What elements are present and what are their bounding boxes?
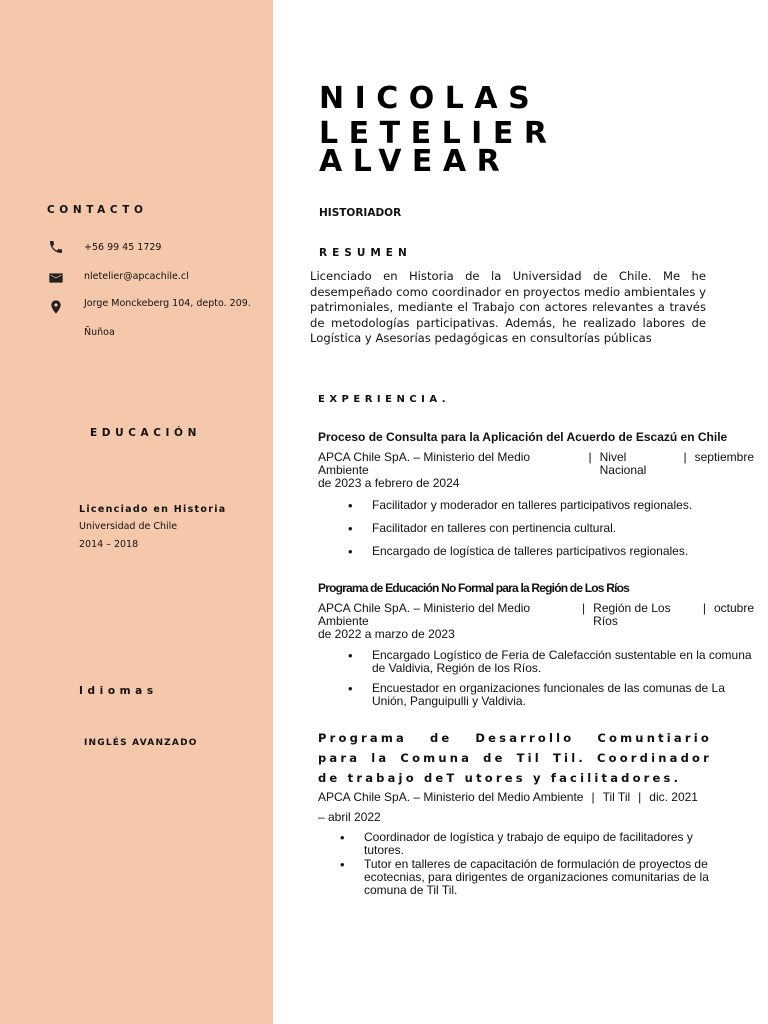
job-meta: APCA Chile SpA. – Ministerio del Medio Ambiente | Nivel Nacional | septiembre de 2023 a febrero de 2024 xyxy=(318,450,754,490)
list-item: • Tutor en talleres de capacitación de formulación de proyectos de ecotecnias, para dirigentes de organizaciones comunitarias de la comuna de Til Til. xyxy=(318,858,712,897)
languages-heading: Idiomas xyxy=(79,685,158,697)
list-item: • Encuestador en organizaciones funcionales de las comunas de La Unión, Panguipulli y Valdivia. xyxy=(318,682,754,708)
role-title: HISTORIADOR xyxy=(319,207,402,219)
education-years: 2014 – 2018 xyxy=(79,539,139,550)
contact-email: nletelier@apcachile.cl xyxy=(84,271,189,282)
experience-heading: EXPERIENCIA. xyxy=(318,394,451,405)
job-title: Programa de Desarrollo Comuntiario para la Comuna de Til Til. Coordinador de trabajo deT utores y facilitadores. xyxy=(318,731,712,785)
job-entry xyxy=(318,430,754,558)
job-entry xyxy=(318,581,754,708)
contact-heading: CONTACTO xyxy=(47,204,148,216)
contact-address-line1: Jorge Monckeberg 104, depto. 209. xyxy=(84,298,251,309)
job-period-end: – abril 2022 xyxy=(318,810,381,824)
job-period-end: de 2023 a febrero de 2024 xyxy=(318,476,460,490)
education-heading: EDUCACIÓN xyxy=(90,427,201,439)
education-institution: Universidad de Chile xyxy=(79,521,178,532)
name-line2: ALVEAR xyxy=(319,144,511,179)
job-org: APCA Chile SpA. – Ministerio del Medio Ambiente xyxy=(318,790,584,804)
job-meta: APCA Chile SpA. – Ministerio del Medio Ambiente | Región de Los Ríos | octubre de 2022 a marzo de 2023 xyxy=(318,601,754,641)
list-item: • Encargado Logístico de Feria de Calefacción sustentable en la comuna de Valdivia, Región de los Ríos. xyxy=(318,649,754,675)
list-item: • Coordinador de logística y trabajo de equipo de facilitadores y tutores. xyxy=(318,831,712,857)
language-item: INGLÉS AVANZADO xyxy=(84,738,198,748)
location-pin-icon xyxy=(48,299,64,315)
list-item: • Encargado de logística de talleres participativos regionales. xyxy=(318,545,754,558)
job-period-end: de 2022 a marzo de 2023 xyxy=(318,627,455,641)
job-period-start: octubre xyxy=(713,601,754,615)
job-title: Programa de Educación No Formal para la Región de Los Ríos xyxy=(318,581,630,595)
contact-phone: +56 99 45 1729 xyxy=(84,242,162,253)
job-period-start: septiembre xyxy=(694,450,754,464)
name-line1: NICOLAS LETELIER xyxy=(319,81,558,151)
job-org: APCA Chile SpA. – Ministerio del Medio Ambiente xyxy=(318,450,531,477)
job-entry xyxy=(318,728,712,897)
job-org: APCA Chile SpA. – Ministerio del Medio Ambiente xyxy=(318,601,531,628)
job-title: Proceso de Consulta para la Aplicación del Acuerdo de Escazú en Chile xyxy=(318,430,728,444)
job-scope: Nivel Nacional xyxy=(599,450,647,477)
education-degree: Licenciado en Historia xyxy=(79,504,227,515)
job-meta: APCA Chile SpA. – Ministerio del Medio Ambiente | Til Til | dic. 2021 – abril 2022 xyxy=(318,791,712,824)
list-item: • Facilitador en talleres con pertinencia cultural. xyxy=(318,522,754,535)
summary-text: Licenciado en Historia de la Universidad de Chile. Me he desempeñado como coordinador en proyectos medio ambientales y patrimoniales, mediante el Trabajo con actores relevantes a través de metodologías participativas. Además, he realizado labores de Logística y Asesorías pedagógicas en consultorías públicas xyxy=(310,269,706,345)
phone-icon xyxy=(48,239,64,255)
list-item: • Facilitador y moderador en talleres participativos regionales. xyxy=(318,499,754,512)
summary-heading: RESUMEN xyxy=(319,247,412,259)
email-icon xyxy=(48,270,64,286)
job-scope: Til Til xyxy=(602,790,631,804)
job-scope: Región de Los Ríos xyxy=(593,601,671,628)
contact-address-line2: Ñuñoa xyxy=(84,327,115,338)
job-period-start: dic. 2021 xyxy=(649,790,698,804)
